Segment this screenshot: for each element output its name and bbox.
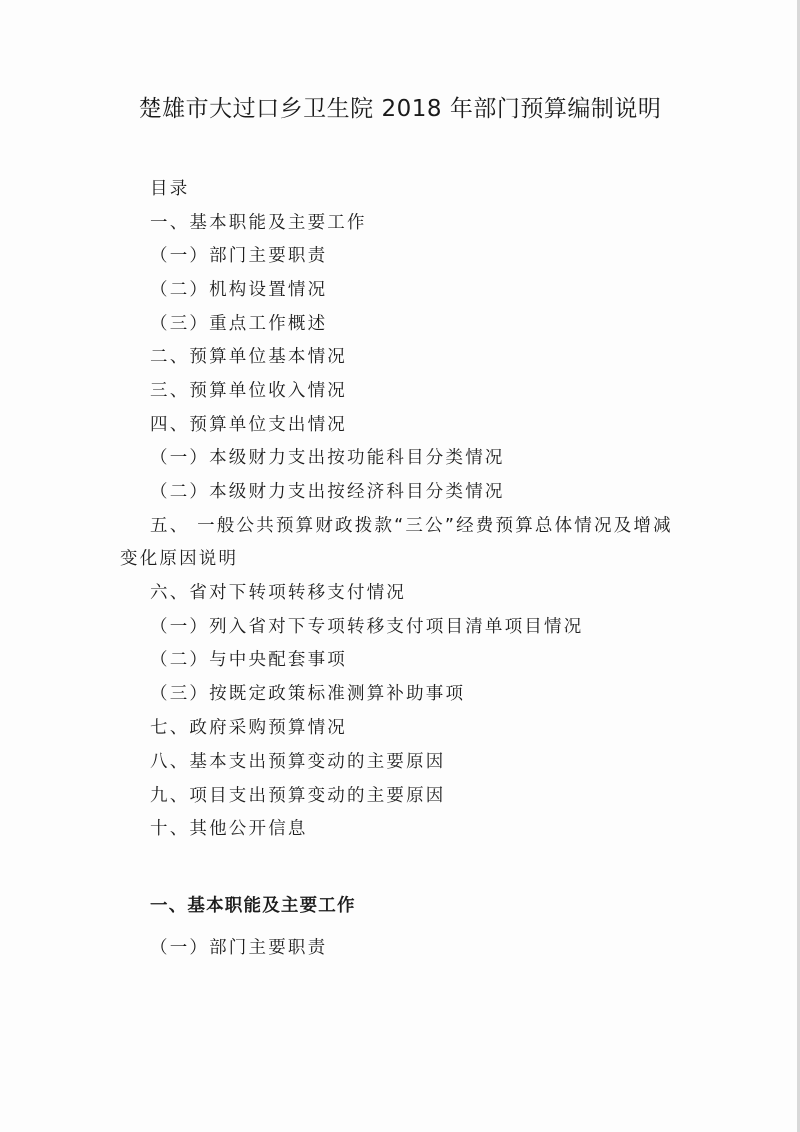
toc-item: 二、预算单位基本情况 — [150, 347, 347, 367]
toc-item: 三、预算单位收入情况 — [150, 381, 347, 401]
toc-item: （一）本级财力支出按功能科目分类情况 — [150, 448, 505, 468]
document-title: 楚雄市大过口乡卫生院 2018 年部门预算编制说明 — [138, 96, 662, 122]
toc-item: 七、政府采购预算情况 — [150, 718, 347, 738]
toc-item: （三）重点工作概述 — [150, 314, 328, 334]
section-heading: 一、基本职能及主要工作 — [150, 896, 356, 916]
toc-item: 九、项目支出预算变动的主要原因 — [150, 786, 446, 806]
toc-item: 四、预算单位支出情况 — [150, 415, 347, 435]
toc-heading: 目录 — [150, 179, 190, 199]
toc-item: 五、 一般公共预算财政拨款“三公”经费预算总体情况及增减 — [150, 516, 673, 536]
toc-item: （二）本级财力支出按经济科目分类情况 — [150, 482, 505, 502]
toc-item: （二）机构设置情况 — [150, 280, 328, 300]
toc-item: （一）部门主要职责 — [150, 246, 328, 266]
toc-item: 十、其他公开信息 — [150, 819, 308, 839]
toc-item: 八、基本支出预算变动的主要原因 — [150, 752, 446, 772]
toc-item: 六、省对下转项转移支付情况 — [150, 583, 407, 603]
subsection-heading: （一）部门主要职责 — [150, 938, 328, 958]
toc-item-continuation: 变化原因说明 — [120, 549, 239, 569]
toc-item: （一）列入省对下专项转移支付项目清单项目情况 — [150, 617, 584, 637]
toc-item: 一、基本职能及主要工作 — [150, 213, 367, 233]
toc-item: （三）按既定政策标准测算补助事项 — [150, 684, 466, 704]
toc-item: （二）与中央配套事项 — [150, 650, 347, 670]
